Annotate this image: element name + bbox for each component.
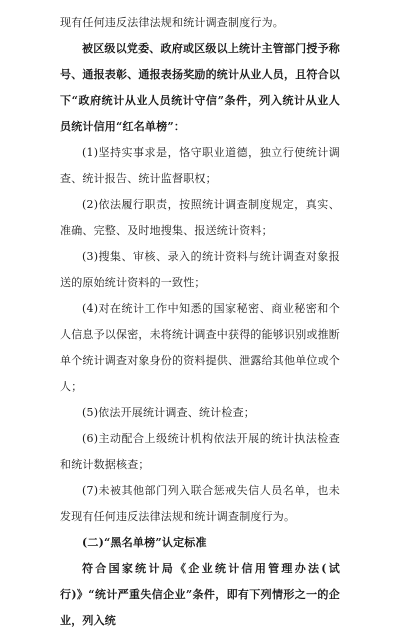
paragraph-1: 现有任何违反法律法规和统计调查制度行为。: [60, 16, 284, 29]
criterion-7: (7)未被其他部门列入联合惩戒失信人员名单，也未发现有任何违反法律法规和统计调查制度行为。: [60, 484, 340, 523]
criterion-2: (2)依法履行职责，按照统计调查制度规定，真实、准确、完整、及时地搜集、报送统计资料；: [60, 198, 340, 237]
paragraph-blacklist-intro: 符合国家统计局《企业统计信用管理办法(试行)》“统计严重失信企业”条件，即有下列情形之一的企业，列入统: [60, 562, 340, 627]
criterion-3: (3)搜集、审核、录入的统计资料与统计调查对象报送的原始统计资料的一致性；: [60, 250, 340, 289]
section-heading-blacklist: (二)“黑名单榜”认定标准: [82, 536, 207, 549]
criterion-5: (5)依法开展统计调查、统计检查；: [82, 406, 255, 419]
criterion-1: (1)坚持实事求是，恪守职业道德，独立行使统计调查、统计报告、统计监督职权；: [60, 146, 340, 185]
paragraph-red-list-intro: 被区级以党委、政府或区级以上统计主管部门授予称号、通报表彰、通报表扬奖励的统计从业人员，且符合以下“政府统计从业人员统计守信”条件，列入统计从业人员统计信用“红名单榜”：: [60, 42, 340, 133]
criterion-4: (4)对在统计工作中知悉的国家秘密、商业秘密和个人信息予以保密，未将统计调查中获得的能够识别或推断单个统计调查对象身份的资料提供、泄露给其他单位或个人；: [60, 302, 340, 393]
criterion-6: (6)主动配合上级统计机构依法开展的统计执法检查和统计数据核查；: [60, 432, 340, 471]
